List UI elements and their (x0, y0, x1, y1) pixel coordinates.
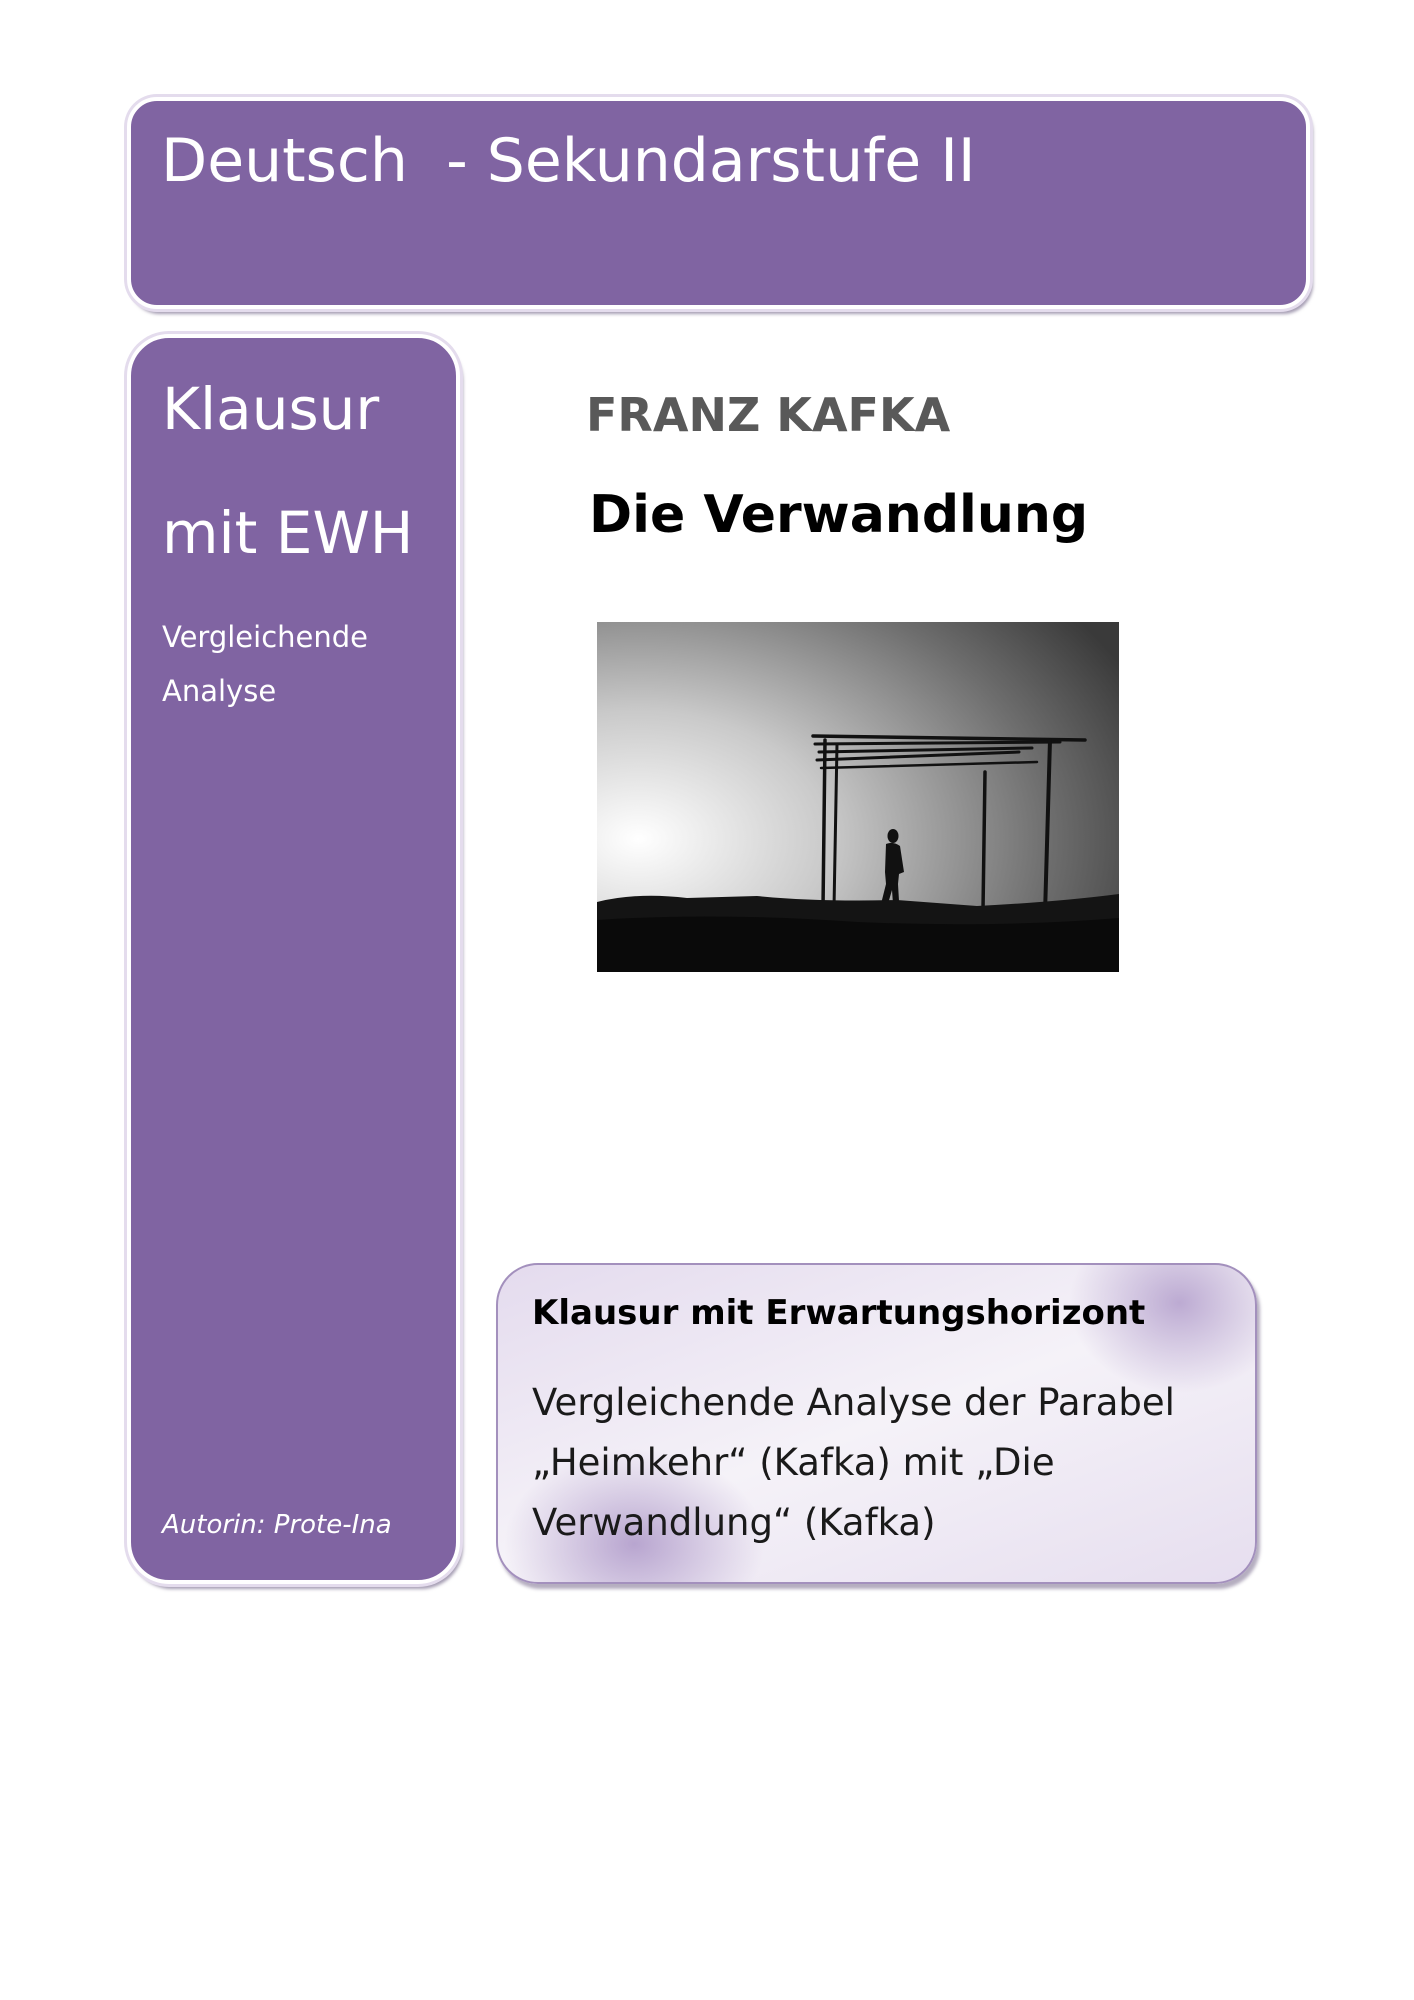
info-text-line: Verwandlung“ (Kafka) (532, 1501, 936, 1544)
info-box-text (532, 1373, 1222, 1553)
sidebar-subtitle: Vergleichende Analyse (162, 620, 369, 708)
info-box (496, 1263, 1257, 1584)
sidebar-title-line1: Klausur (162, 375, 380, 443)
sidebar-author: Autorin: Prote-Ina (162, 1510, 392, 1540)
info-box-title: Klausur mit Erwartungshorizont (532, 1293, 1146, 1333)
sidebar-panel (127, 334, 460, 1584)
header-title: Deutsch - Sekundarstufe II (161, 126, 976, 196)
info-text-line: Vergleichende Analyse der Parabel (532, 1381, 1175, 1424)
sidebar-title-line2: mit EWH (162, 499, 414, 567)
author-name: FRANZ KAFKA (586, 388, 951, 442)
header-banner (127, 97, 1310, 309)
work-title: Die Verwandlung (589, 485, 1089, 545)
info-text-line: „Heimkehr“ (Kafka) mit „Die (532, 1441, 1055, 1484)
cover-photo (597, 622, 1119, 972)
